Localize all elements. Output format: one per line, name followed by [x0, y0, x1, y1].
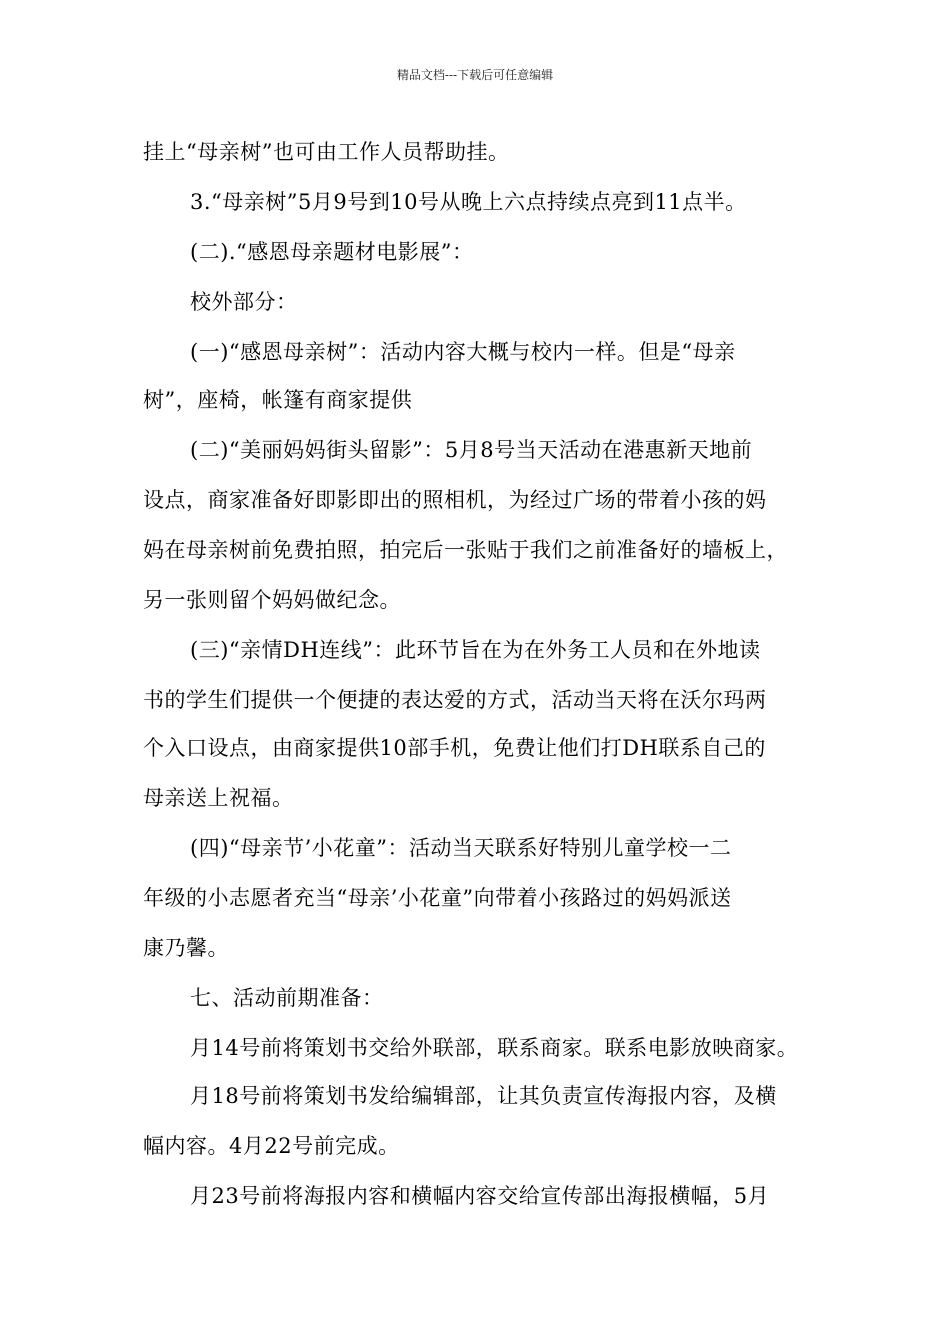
text-line: 另一张则留个妈妈做纪念。: [143, 588, 401, 612]
text-line: 树”，座椅，帐篷有商家提供: [143, 388, 413, 412]
text-line: (二)“美丽妈妈街头留影”：5月8号当天活动在港惠新天地前: [190, 438, 753, 462]
text-line: 挂上“母亲树”也可由工作人员帮助挂。: [143, 140, 510, 164]
text-line: 七、活动前期准备：: [190, 986, 384, 1010]
text-line: 母亲送上祝福。: [143, 786, 294, 810]
text-line: 幅内容。4月22号前完成。: [143, 1134, 400, 1158]
text-line: 设点，商家准备好即影即出的照相机，为经过广场的带着小孩的妈: [143, 488, 767, 512]
text-line: 3.“母亲树”5月9号到10号从晚上六点持续点亮到11点半。: [190, 190, 747, 214]
text-line: 校外部分：: [190, 290, 298, 314]
page-header: 精品文档---下载后可任意编辑: [396, 68, 554, 82]
text-line: 月23号前将海报内容和横幅内容交给宣传部出海报横幅，5月: [190, 1184, 770, 1208]
text-line: (一)“感恩母亲树”：活动内容大概与校内一样。但是“母亲: [190, 340, 736, 364]
text-line: 月18号前将策划书发给编辑部，让其负责宣传海报内容，及横: [190, 1084, 777, 1108]
text-line: (四)“母亲节’小花童”：活动当天联系好特别儿童学校一二: [190, 836, 732, 860]
text-line: 书的学生们提供一个便捷的表达爱的方式，活动当天将在沃尔玛两: [143, 688, 767, 712]
text-line: 个入口设点，由商家提供10部手机，免费让他们打DH联系自己的: [143, 736, 766, 760]
text-line: 康乃馨。: [143, 936, 229, 960]
text-line: (二).“感恩母亲题材电影展”：: [190, 240, 474, 264]
text-line: 年级的小志愿者充当“母亲’小花童”向带着小孩路过的妈妈派送: [143, 886, 732, 910]
text-line: 月14号前将策划书交给外联部，联系商家。联系电影放映商家。: [190, 1036, 799, 1060]
text-line: 妈在母亲树前免费拍照，拍完后一张贴于我们之前准备好的墙板上，: [143, 538, 788, 562]
text-line: (三)“亲情DH连线”：此环节旨在为在外务工人员和在外地读: [190, 638, 761, 662]
